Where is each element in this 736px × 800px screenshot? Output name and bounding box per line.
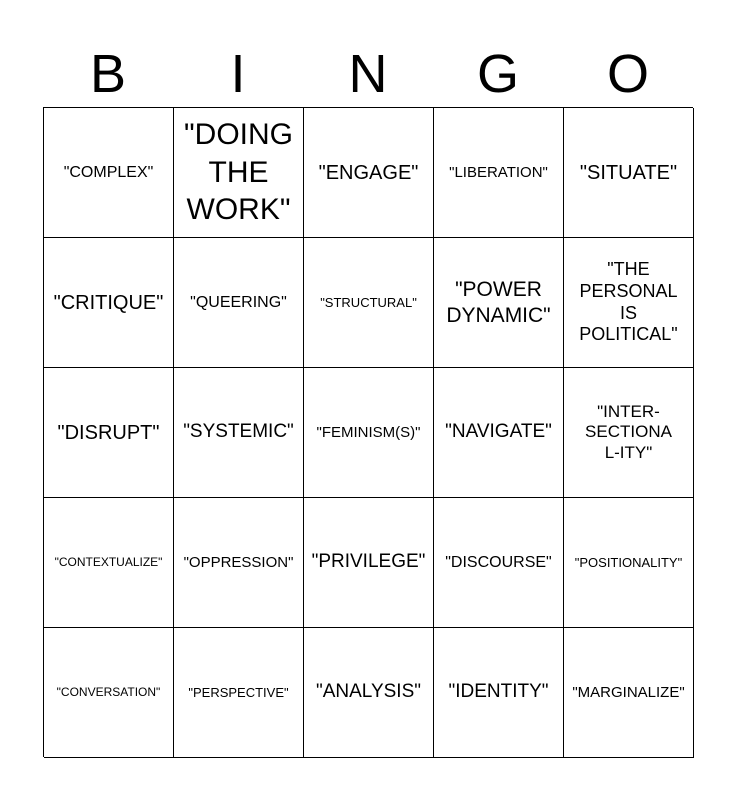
cell-label: "SYSTEMIC"	[183, 421, 294, 443]
cell-label: "FEMINISM(S)"	[316, 423, 421, 441]
cell-label: "DISCOURSE"	[445, 553, 552, 571]
bingo-cell[interactable]	[434, 628, 564, 758]
cell-label: "LIBERATION"	[449, 163, 548, 181]
bingo-cell[interactable]	[304, 108, 434, 238]
bingo-grid	[43, 107, 693, 757]
cell-label: "ENGAGE"	[318, 161, 419, 184]
cell-label: "CRITIQUE"	[53, 291, 164, 314]
bingo-cell[interactable]	[304, 498, 434, 628]
bingo-cell[interactable]	[304, 368, 434, 498]
cell-label: "DISRUPT"	[57, 421, 160, 444]
cell-label: "DOING THE WORK"	[184, 118, 293, 227]
cell-label: "MARGINALIZE"	[572, 683, 685, 701]
cell-label: "COMPLEX"	[63, 163, 154, 181]
cell-label: "INTER-SECTIONAL-ITY"	[585, 401, 672, 462]
bingo-cell[interactable]	[44, 108, 174, 238]
cell-label: "IDENTITY"	[448, 681, 549, 703]
bingo-cell[interactable]	[304, 238, 434, 368]
bingo-cell[interactable]	[304, 628, 434, 758]
bingo-cell[interactable]	[434, 108, 564, 238]
bingo-cell[interactable]	[434, 238, 564, 368]
cell-label: "OPPRESSION"	[183, 553, 294, 571]
cell-label: "SITUATE"	[579, 161, 678, 184]
cell-label: "STRUCTURAL"	[320, 294, 417, 310]
cell-label: "QUEERING"	[190, 293, 287, 311]
bingo-cell[interactable]	[564, 628, 694, 758]
bingo-cell[interactable]	[174, 238, 304, 368]
bingo-cell[interactable]	[44, 498, 174, 628]
cell-label: "ANALYSIS"	[315, 681, 421, 703]
bingo-cell[interactable]	[564, 498, 694, 628]
bingo-cell[interactable]	[44, 368, 174, 498]
cell-label: "THE PERSONAL IS POLITICAL"	[579, 259, 678, 345]
cell-label: "PERSPECTIVE"	[188, 684, 289, 700]
cell-label: "NAVIGATE"	[445, 421, 552, 443]
cell-label: "POSITIONALITY"	[574, 554, 683, 570]
cell-label: "CONTEXTUALIZE"	[54, 555, 163, 570]
bingo-cell[interactable]	[44, 628, 174, 758]
cell-label: "PRIVILEGE"	[311, 551, 426, 573]
cell-label: "POWER DYNAMIC"	[446, 278, 551, 327]
bingo-cell[interactable]	[564, 238, 694, 368]
bingo-header	[43, 42, 693, 106]
bingo-cell[interactable]	[44, 238, 174, 368]
bingo-cell[interactable]	[434, 498, 564, 628]
header-letter-o: O	[606, 44, 649, 104]
header-letter-g: G	[476, 44, 519, 104]
bingo-cell[interactable]	[174, 368, 304, 498]
bingo-cell[interactable]	[564, 368, 694, 498]
bingo-cell[interactable]	[174, 498, 304, 628]
cell-label: "CONVERSATION"	[56, 685, 161, 700]
header-letter-i: I	[230, 44, 246, 104]
bingo-cell[interactable]	[564, 108, 694, 238]
header-letter-b: B	[89, 44, 127, 104]
header-letter-n: N	[348, 44, 388, 104]
bingo-cell[interactable]	[434, 368, 564, 498]
bingo-cell[interactable]	[174, 628, 304, 758]
bingo-cell[interactable]	[174, 108, 304, 238]
